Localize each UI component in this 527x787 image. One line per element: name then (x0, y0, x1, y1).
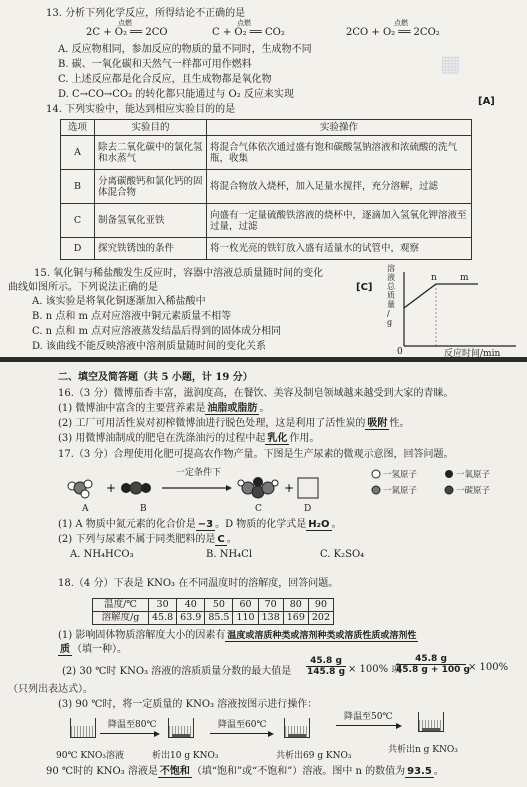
table-row (61, 170, 472, 204)
arrow-step-2: 降温至60℃ (210, 720, 272, 734)
q17-stem: 17.（3 分）合理使用化肥可提高农作物产量。下图是生产尿素的微观示意图，回答问题。 (58, 449, 454, 460)
table-cell: 分离碳酸钙和氯化钙的固体混合物 (95, 170, 207, 204)
q16-stem: 16.（3 分）微博茄香丰富，滋润度高，在餐饮、美容及制皂领域越来越受到大家的青睐。 (58, 388, 454, 399)
q14-experiment-table (60, 119, 472, 260)
molecule-label-a: A (82, 504, 89, 514)
q17-line2: (2) 下列与尿素不属于同类肥料的是 C 。 (58, 534, 237, 545)
q17-answer-1: −3 (197, 519, 214, 530)
table-header: 溶解度/g (93, 612, 149, 625)
legend-oxygen: 一氧原子 (456, 470, 491, 480)
q18-stem: 18.（4 分）下表是 KNO₃ 在不同温度时的溶解度，回答问题。 (58, 578, 339, 589)
q18-line2: (2) 30 ℃时 KNO₃ 溶液的溶质质量分数的最大值是 (62, 666, 292, 677)
arrow-step-3: 降温至50℃ (336, 712, 400, 726)
section2-title: 二、填空及简答题（共 5 小题，计 19 分） (58, 372, 253, 383)
beaker-label-2: 析出10 g KNO₃ (152, 751, 219, 761)
q18-fraction-2-tail: × 100% (468, 662, 509, 673)
q17-condition: 一定条件下 (176, 468, 222, 478)
table-header-row (61, 120, 472, 136)
molecule-label-c: C (255, 504, 262, 514)
table-cell: 202 (308, 612, 333, 625)
table-cell: 45.8 (149, 612, 177, 625)
q15-stem-line2: 曲线如图所示。下列说法正确的是 (8, 282, 158, 293)
q15-option-c: C. n 点和 m 点对应溶液蒸发结晶后得到的固体成分相同 (32, 326, 282, 337)
graph-curve (404, 284, 478, 308)
graph-x-label: 反应时间/min (444, 349, 501, 359)
q18-fraction-1-tail: × 100% 或 (348, 664, 402, 675)
table-cell: 30 (149, 599, 177, 612)
table-row (93, 612, 334, 625)
molecule-label-d: D (304, 504, 312, 514)
q17-option-b: B. NH₄Cl (206, 549, 253, 560)
q15-option-d: D. 该曲线不能反映溶液中溶剂质量随时间的变化关系 (32, 341, 267, 352)
beaker-80c (168, 718, 194, 738)
table-cell: 40 (177, 599, 205, 612)
q16-line1: (1) 微博油中富含的主要营养素是 油脂或脂肪 。 (58, 403, 270, 414)
legend-atoms (370, 468, 382, 498)
q16-answer-2: 吸附 (367, 418, 388, 429)
table-header: 选项 (61, 120, 95, 136)
graph-y-label: 溶 液 总 质 量 / g (387, 264, 395, 327)
q13-cond-2: 点燃 (237, 19, 251, 27)
q18-line4: 90 ℃时的 KNO₃ 溶液是 不饱和 （填“饱和”或“不饱和”）溶液。图中 n 的数值为 93.5 。 (46, 766, 444, 777)
q14-stem: 14. 下列实验中，能达到相应实验目的的是 (46, 104, 236, 115)
table-cell: 将一枚光亮的铁钉放入盛有适量水的试管中，观察 (207, 238, 472, 260)
q16-answer-3: 乳化 (267, 433, 288, 444)
q13-option-a: A. 反应物相同，参加反应的物质的量不同时，生成物不同 (58, 44, 312, 55)
q13-option-c: C. 上述反应都是化合反应，且生成物都是氧化物 (58, 74, 272, 85)
q13-answer: [A] (478, 96, 495, 107)
q18-solubility-table (92, 598, 334, 625)
table-cell: B (61, 170, 95, 204)
table-row (61, 238, 472, 260)
q15-stem-line1: 15. 氧化铜与稀盐酸发生反应时，容器中溶液总质量随时间的变化 (34, 268, 324, 279)
q17-answer-2: H₂O (308, 519, 330, 530)
beaker-60c (284, 718, 310, 738)
table-row (93, 599, 334, 612)
table-cell: 除去二氧化碳中的氯化氢和水蒸气 (95, 136, 207, 170)
table-cell: 70 (258, 599, 283, 612)
beaker-label-4: 共析出n g KNO₃ (388, 745, 458, 755)
q17-option-c: C. K₂SO₄ (320, 549, 365, 560)
table-header: 实验目的 (95, 120, 207, 136)
table-cell: 将混合物放入烧杯，加入足量水搅拌，充分溶解，过滤 (207, 170, 472, 204)
table-cell: 169 (283, 612, 308, 625)
q18-answer-1: 温度或溶质种类或溶剂种类或溶质性质或溶剂性 (227, 631, 417, 641)
graph-point-m: m (460, 273, 469, 283)
q18-line1-cont: 质 （填一种）。 (60, 644, 127, 655)
svg-text:+: + (106, 481, 117, 495)
legend-atoms-2 (443, 468, 455, 498)
q13-option-d: D. C→CO→CO₂ 的转化都只能通过与 O₂ 反应来实现 (58, 89, 294, 100)
q13-option-b: B. 碳、一氧化碳和天然气一样都可用作燃料 (58, 59, 252, 70)
q18-fraction-2: 45.8 g 45.8 g + 100 g (396, 654, 470, 675)
graph-origin: 0 (397, 347, 403, 357)
table-header: 实验操作 (207, 120, 472, 136)
table-cell: 探究铁锈蚀的条件 (95, 238, 207, 260)
q18-answer-3: 93.5 (407, 766, 432, 777)
q17-option-a: A. NH₄HCO₃ (70, 549, 134, 560)
legend-nitrogen: 一氮原子 (383, 486, 418, 496)
molecule-label-b: B (140, 504, 147, 514)
beaker-label-3: 共析出69 g KNO₃ (276, 751, 352, 761)
table-row (61, 136, 472, 170)
table-cell: D (61, 238, 95, 260)
table-cell: 将混合气体依次通过盛有饱和碳酸氢钠溶液和浓硫酸的洗气瓶，收集 (207, 136, 472, 170)
graph-point-n: n (431, 273, 437, 283)
table-cell: 63.9 (177, 612, 205, 625)
arrow-step-1: 降温至80℃ (100, 720, 158, 734)
q16-line3: (3) 用微博油制成的肥皂在洗涤油污的过程中起 乳化 作用。 (58, 433, 320, 444)
table-header: 温度/℃ (93, 599, 149, 612)
beaker-50c (418, 712, 444, 732)
svg-text:+: + (284, 481, 295, 495)
q15-answer: [C] (356, 282, 373, 293)
q13-equation-1: 2C + O₂ ══ 2CO (86, 27, 168, 38)
table-cell: 50 (205, 599, 233, 612)
table-cell: 80 (283, 599, 308, 612)
q17-answer-3: C (217, 534, 225, 545)
table-cell: 60 (233, 599, 258, 612)
q13-equation-2: C + O₂ ══ CO₂ (212, 27, 285, 38)
q18-line1: (1) 影响固体物质溶解度大小的因素有 温度或溶质种类或溶剂种类或溶质性质或溶剂性 (58, 630, 417, 641)
q16-line2: (2) 工厂可用活性炭对初榨微博油进行脱色处理，这是利用了活性炭的 吸附 性。 (58, 418, 410, 429)
table-cell: C (61, 204, 95, 238)
q16-answer-1: 油脂或脂肪 (207, 403, 258, 414)
beaker-90c (70, 718, 96, 738)
q18-answer-2: 不饱和 (159, 766, 190, 777)
beaker-label-1: 90℃ KNO₃溶液 (56, 751, 124, 761)
q18-line3: (3) 90 ℃时，将一定质量的 KNO₃ 溶液按图示进行操作： (58, 699, 318, 710)
legend-carbon: 一碳原子 (456, 486, 491, 496)
table-cell: 向盛有一定量硫酸铁溶液的烧杯中，逐滴加入氢氧化钾溶液至过量，过滤 (207, 204, 472, 238)
watermark-mark: ▦ (440, 52, 461, 77)
q18-note: （只列出表达式）。 (8, 684, 93, 695)
table-cell: A (61, 136, 95, 170)
table-row (61, 204, 472, 238)
table-cell: 90 (308, 599, 333, 612)
q13-cond-3: 点燃 (394, 19, 408, 27)
table-cell: 110 (233, 612, 258, 625)
q17-line1: (1) A 物质中氮元素的化合价是 −3 。D 物质的化学式是 H₂O 。 (58, 519, 342, 530)
q17-molecule-diagram (58, 474, 358, 504)
legend-hydrogen: 一氢原子 (383, 470, 418, 480)
q18-fraction-1: 45.8 g 145.8 g (306, 656, 346, 677)
q13-equation-3: 2CO + O₂ ══ 2CO₂ (346, 27, 440, 38)
table-cell: 138 (258, 612, 283, 625)
table-cell: 85.5 (205, 612, 233, 625)
table-cell: 制备氢氧化亚铁 (95, 204, 207, 238)
q13-stem: 13. 分析下列化学反应，所得结论不正确的是 (46, 8, 246, 19)
q15-option-b: B. n 点和 m 点对应溶液中铜元素质量不相等 (32, 311, 232, 322)
q13-cond-1: 点燃 (118, 19, 132, 27)
q15-option-a: A. 该实验是将氧化铜逐渐加入稀盐酸中 (32, 296, 206, 307)
